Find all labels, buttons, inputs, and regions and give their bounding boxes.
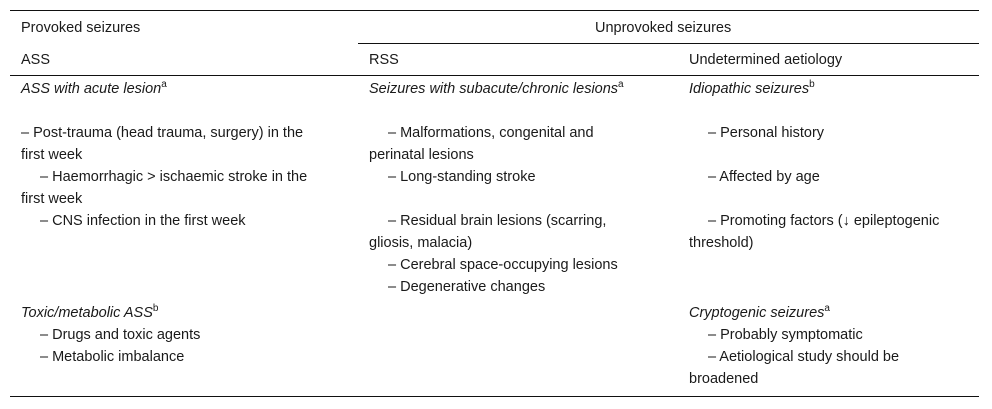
list-item: – Malformations, congenital and perinatal lesions bbox=[369, 125, 594, 163]
header-rule bbox=[10, 75, 979, 76]
list-item: – Cerebral space-occupying lesions bbox=[388, 257, 618, 273]
list-item: – Affected by age bbox=[708, 169, 820, 185]
list-item: – Personal history bbox=[708, 125, 825, 141]
top-rule bbox=[10, 10, 979, 11]
list-item: – Promoting factors (↓ epileptogenic threshold) bbox=[689, 213, 940, 251]
list-item: – Drugs and toxic agents bbox=[40, 327, 201, 343]
unprovoked-span-rule bbox=[358, 43, 979, 44]
list-item: – Post-trauma (head trauma, surgery) in the first week bbox=[21, 125, 304, 163]
list-item: – Aetiological study should be broadened bbox=[689, 349, 900, 387]
group-toxic-metabolic: Toxic/metabolic ASS$^b$ bbox=[21, 303, 159, 321]
header-rss: RSS bbox=[369, 52, 399, 68]
group-ass-acute-lesion: ASS with acute lesion$^a$ bbox=[21, 79, 167, 97]
list-item: – Haemorrhagic > ischaemic stroke in the first week bbox=[21, 169, 308, 207]
header-unprovoked: Unprovoked seizures bbox=[595, 20, 732, 36]
list-item: – Metabolic imbalance bbox=[40, 349, 185, 365]
header-provoked: Provoked seizures bbox=[21, 20, 141, 36]
list-item: – Residual brain lesions (scarring, gliosis, malacia) bbox=[369, 213, 607, 251]
list-item: – Degenerative changes bbox=[388, 279, 546, 295]
group-idiopathic: Idiopathic seizures$^b$ bbox=[689, 79, 815, 97]
header-ass: ASS bbox=[21, 52, 51, 68]
bottom-rule bbox=[10, 396, 979, 397]
list-item: – Probably symptomatic bbox=[708, 327, 863, 343]
group-cryptogenic: Cryptogenic seizures$^a$ bbox=[689, 303, 830, 321]
list-item: – CNS infection in the first week bbox=[40, 213, 246, 229]
header-undetermined: Undetermined aetiology bbox=[689, 52, 843, 68]
list-item: – Long-standing stroke bbox=[388, 169, 536, 185]
group-subacute-chronic: Seizures with subacute/chronic lesions$^a$ bbox=[369, 79, 624, 97]
